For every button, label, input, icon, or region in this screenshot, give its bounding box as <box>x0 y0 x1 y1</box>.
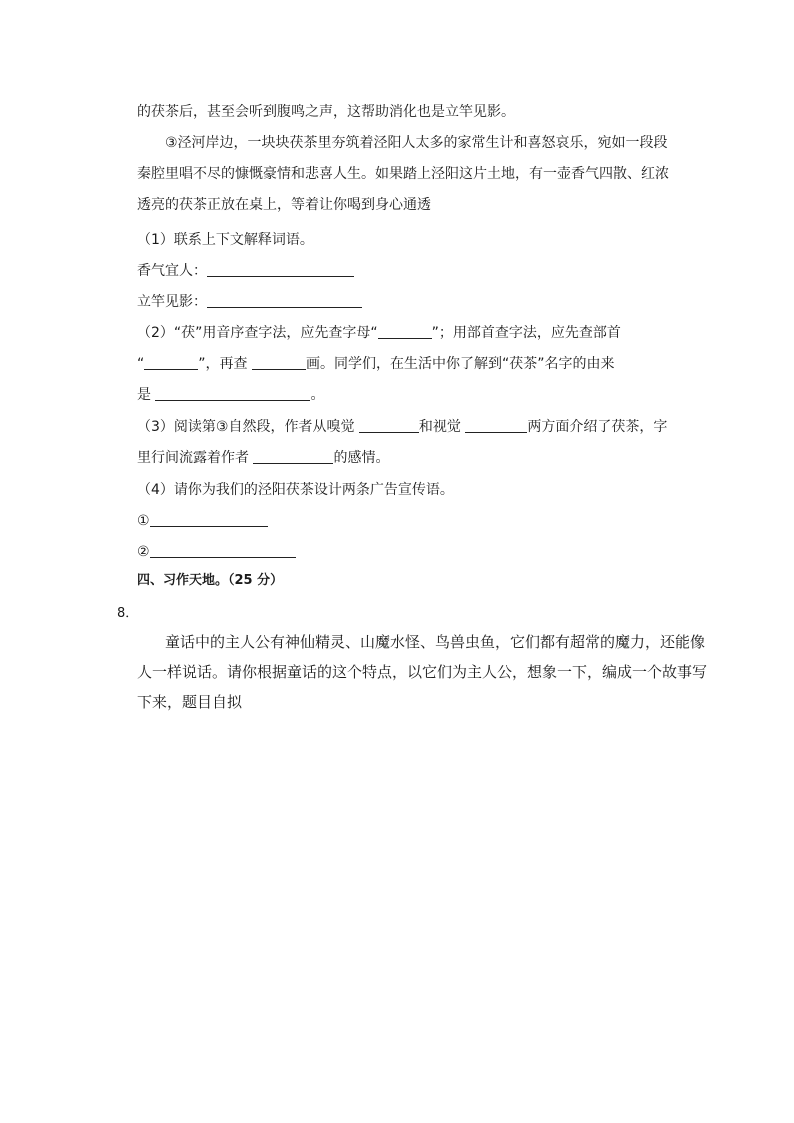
writing-prompt <box>137 627 708 717</box>
slogan-2 <box>137 543 296 561</box>
radical-blank[interactable] <box>144 355 198 370</box>
writing-prompt-line-1: 童话中的主人公有神仙精灵、山魔水怪、鸟兽虫鱼，它们都有超常的魔力，还能像 <box>165 633 706 651</box>
question-4-prompt: （4）请你为我们的泾阳茯茶设计两条广告宣传语。 <box>137 482 454 498</box>
question-3-text-e: 的感情。 <box>333 450 390 466</box>
pinyin-letter-blank[interactable] <box>378 324 432 339</box>
question-3-line-2 <box>137 449 389 467</box>
question-8-number: 8． <box>117 606 139 621</box>
question-2-line-2 <box>137 355 614 373</box>
question-3-text-a: （3）阅读第③自然段，作者从嗅觉 <box>137 419 359 435</box>
slogan-1-blank[interactable] <box>150 512 268 527</box>
question-2-text-f: 是 <box>137 387 156 403</box>
slogan-2-marker: ② <box>137 544 150 560</box>
question-1-term-2 <box>137 293 362 311</box>
passage-paragraph-3-line-3: 透亮的茯茶正放在桌上，等着让你喝到身心通透 <box>137 197 431 213</box>
slogan-1-marker: ① <box>137 513 150 529</box>
writing-prompt-line-3: 下来，题目自拟 <box>137 693 243 711</box>
passage-paragraph-3-line-2: 秦腔里唱不尽的慷慨豪情和悲喜人生。如果踏上泾阳这片土地，有一壶香气四散、红浓 <box>137 166 669 182</box>
sight-blank[interactable] <box>465 418 527 433</box>
stroke-count-blank[interactable] <box>252 355 306 370</box>
question-3-text-d: 里行间流露着作者 <box>137 450 254 466</box>
question-2-text-d: ”，再查 <box>198 356 252 372</box>
question-2-text-g: 。 <box>310 387 325 403</box>
smell-blank[interactable] <box>359 418 419 433</box>
passage-paragraph-3-line-1: ③泾河岸边，一块块茯茶里夯筑着泾阳人太多的家常生计和喜怒哀乐，宛如一段段 <box>165 135 668 151</box>
question-2-text-e: 画。同学们，在生活中你了解到“茯茶”名字的由来 <box>305 356 615 372</box>
term-2-answer-blank[interactable] <box>207 293 362 308</box>
name-origin-blank[interactable] <box>155 386 310 401</box>
term-1-label: 香气宜人： <box>137 263 207 279</box>
slogan-2-blank[interactable] <box>150 543 296 558</box>
question-2-text-a: （2）“茯”用音序查字法，应先查字母“ <box>137 325 378 341</box>
term-2-label: 立竿见影： <box>137 294 207 310</box>
slogan-1 <box>137 512 268 530</box>
question-2-line-3 <box>137 386 324 404</box>
question-1-prompt: （1）联系上下文解释词语。 <box>137 232 314 248</box>
question-2-text-c: “ <box>137 356 145 372</box>
term-1-answer-blank[interactable] <box>207 262 354 277</box>
question-2-line-1 <box>137 324 621 342</box>
question-3-text-b: 和视觉 <box>418 419 466 435</box>
writing-prompt-line-2: 人一样说话。请你根据童话的这个特点，以它们为主人公，想象一下，编成一个故事写 <box>137 663 708 681</box>
feeling-blank[interactable] <box>253 449 333 464</box>
question-1-term-1 <box>137 262 354 280</box>
question-3-line-1 <box>137 418 667 436</box>
question-3-text-c: 两方面介绍了茯茶，字 <box>527 419 668 435</box>
question-2-text-b: ”；用部首查字法，应先查部首 <box>431 325 621 341</box>
passage-line-1: 的茯茶后，甚至会听到腹鸣之声，这帮助消化也是立竿见影。 <box>137 104 515 120</box>
section-4-heading: 四、习作天地。（25 分） <box>137 573 284 588</box>
